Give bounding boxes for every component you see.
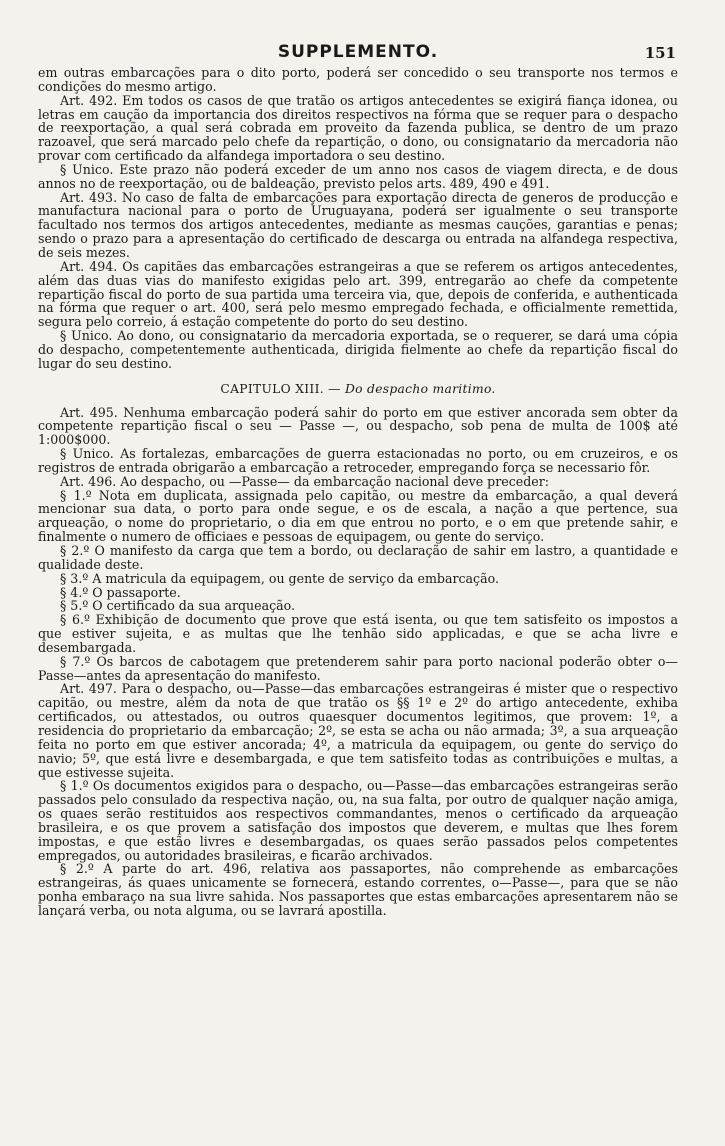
- chapter-separator: —: [323, 381, 345, 396]
- paragraph-art-496-s3: § 3.º A matricula da equipagem, ou gente de serviço da embarcação.: [60, 570, 499, 586]
- page-title: SUPPLEMENTO.: [277, 42, 439, 62]
- paragraph-art-497-s1: § 1.º Os documentos exigidos para o despacho, ou—Passe—das embarcações estrangeiras serão passados pelo consulado da respectiva nação, ou, na sua falta, por outro de qualquer nação amiga, os quaes serão restituidos aos respectivos commandantes, menos o certificado da arqueação brasileira, e os que provem a satisfação dos impostos que deverem, e multas que lhes forem impostas, e que estão livres e desembargadas, os quaes serão passados pelos competentes empregados, ou autoridades brasileiras, e ficarão archivados.: [38, 778, 678, 863]
- chapter-label: CAPITULO XIII.: [220, 381, 324, 396]
- paragraph-art-492: Art. 492. Em todos os casos de que tratão os artigos antecedentes se exigirá fiança idonea, ou letras em caução da importancia dos direitos respectivos na fórma que se requer para o despacho de reexportação, a qual será cobrada em proveito da fazenda publica, se dentro de um prazo razoavel, que será marcado pelo chefe da repartição, o dono, ou consignatario da mercadoria não provar com certificado da alfandega importadora o seu destino.: [38, 92, 678, 164]
- paragraph-art-496-s7: § 7.º Os barcos de cabotagem que pretenderem sahir para porto nacional poderão obter o—Passe—antes da apresentação do manifesto.: [38, 653, 678, 683]
- paragraph-art-496-s5: § 5.º O certificado da sua arqueação.: [60, 598, 296, 614]
- paragraph-art-496-s6: § 6.º Exhibição de documento que prove que está isenta, ou que tem satisfeito os impostos a que estiver sujeita, e as multas que lhe tenhão sido applicadas, e que se acha livre e desembargada.: [38, 612, 678, 655]
- chapter-title: Do despacho maritimo.: [344, 381, 496, 396]
- document-page: [38, 40, 678, 918]
- paragraph-art-492-unico: § Unico. Este prazo não poderá exceder de um anno nos casos de viagem directa, e de dous annos no de reexportação, ou de baldeação, previsto pelos arts. 489, 490 e 491.: [38, 161, 678, 191]
- paragraph-art-495: Art. 495. Nenhuma embarcação poderá sahir do porto em que estiver ancorada sem obter da competente repartição fiscal o seu — Passe —, ou despacho, sob pena de multa de 100$ até 1:000$000.: [38, 404, 678, 448]
- paragraph-art-496: Art. 496. Ao despacho, ou —Passe— da embarcação nacional deve preceder:: [60, 473, 549, 489]
- running-head: [38, 40, 678, 66]
- paragraph-art-497: Art. 497. Para o despacho, ou—Passe—das embarcações estrangeiras é mister que o respectivo capitão, ou mestre, além da nota de que tratão os §§ 1º e 2º do artigo antecedente, exhiba certificados, ou attestados, ou outros quaesquer documentos legitimos, que provem: 1º, a residencia do proprietario da embarcação; 2º, se esta se acha ou não armada; 3º, a sua arqueação feita no porto em que estiver ancorada; 4º, a matricula da equipagem, ou gente do serviço do navio; 5º, que está livre e desembargada, e que tem satisfeito todas as contribuições e multas, a que estivesse sujeita.: [38, 681, 678, 780]
- page-number: 151: [644, 44, 676, 62]
- paragraph-continuation: em outras embarcações para o dito porto, poderá ser concedido o seu transporte nos termos e condições do mesmo artigo.: [38, 65, 678, 94]
- paragraph-art-496-s2: § 2.º O manifesto da carga que tem a bordo, ou declaração de sahir em lastro, a quantidade e qualidade deste.: [38, 543, 678, 572]
- paragraph-art-495-unico: § Unico. As fortalezas, embarcações de guerra estacionadas no porto, ou em cruzeiros, e os registros de entrada obrigarão a embarcação a retroceder, empregando força se necessario fôr.: [38, 446, 678, 475]
- paragraph-art-497-s2: § 2.º A parte do art. 496, relativa aos passaportes, não comprehende as embarcações estrangeiras, ás quaes unicamente se fornecerá, estando correntes, o—Passe—, para que se não ponha embaraço na sua livre sahida. Nos passaportes que estas embarcações apresentarem não se lançará verba, ou nota alguma, ou se lavrará apostilla.: [38, 861, 678, 918]
- paragraph-art-494-unico: § Unico. Ao dono, ou consignatario da mercadoria exportada, se o requerer, se dará uma cópia do despacho, competentemente authenticada, dirigida fielmente ao chefe da repartição fiscal do lugar do seu destino.: [38, 328, 678, 371]
- paragraph-art-496-s4: § 4.º O passaporte.: [60, 584, 181, 600]
- paragraph-art-496-s1: § 1.º Nota em duplicata, assignada pelo capitão, ou mestre da embarcação, a qual deverá mencionar sua data, o porto para onde segue, e os de escala, a nação a que pertence, sua arqueação, o nome do proprietario, o dia em que entrou no porto, e o em que pretende sahir, e finalmente o numero de officiaes e pessoas de equipagem, ou gente do serviço.: [38, 487, 678, 545]
- section-before-chapter: [38, 66, 678, 371]
- paragraph-art-493: Art. 493. No caso de falta de embarcações para exportação directa de generos de producção e manufactura nacional para o porto de Uruguayana, poderá ser igualmente o seu transporte facultado nos termos dos artigos antecedentes, mediante as mesmas cauções, garantias e penas; sendo o prazo para a apresentação do certificado de descarga ou entrada na alfandega respectiva, de seis mezes.: [38, 189, 678, 260]
- paragraph-art-494: Art. 494. Os capitães das embarcações estrangeiras a que se referem os artigos antecedentes, além das duas vias do manifesto exigidas pelo art. 399, entregarão ao chefe da competente repartição fiscal do porto de sua partida uma terceira via, que, depois de conferida, e authenticada na fórma que requer o art. 400, será pelo mesmo empregado fechada, e officialmente remettida, segura pelo correio, á estação competente do porto do seu destino.: [38, 258, 678, 330]
- section-chapter-xiii: [38, 406, 678, 918]
- chapter-heading: [38, 382, 678, 396]
